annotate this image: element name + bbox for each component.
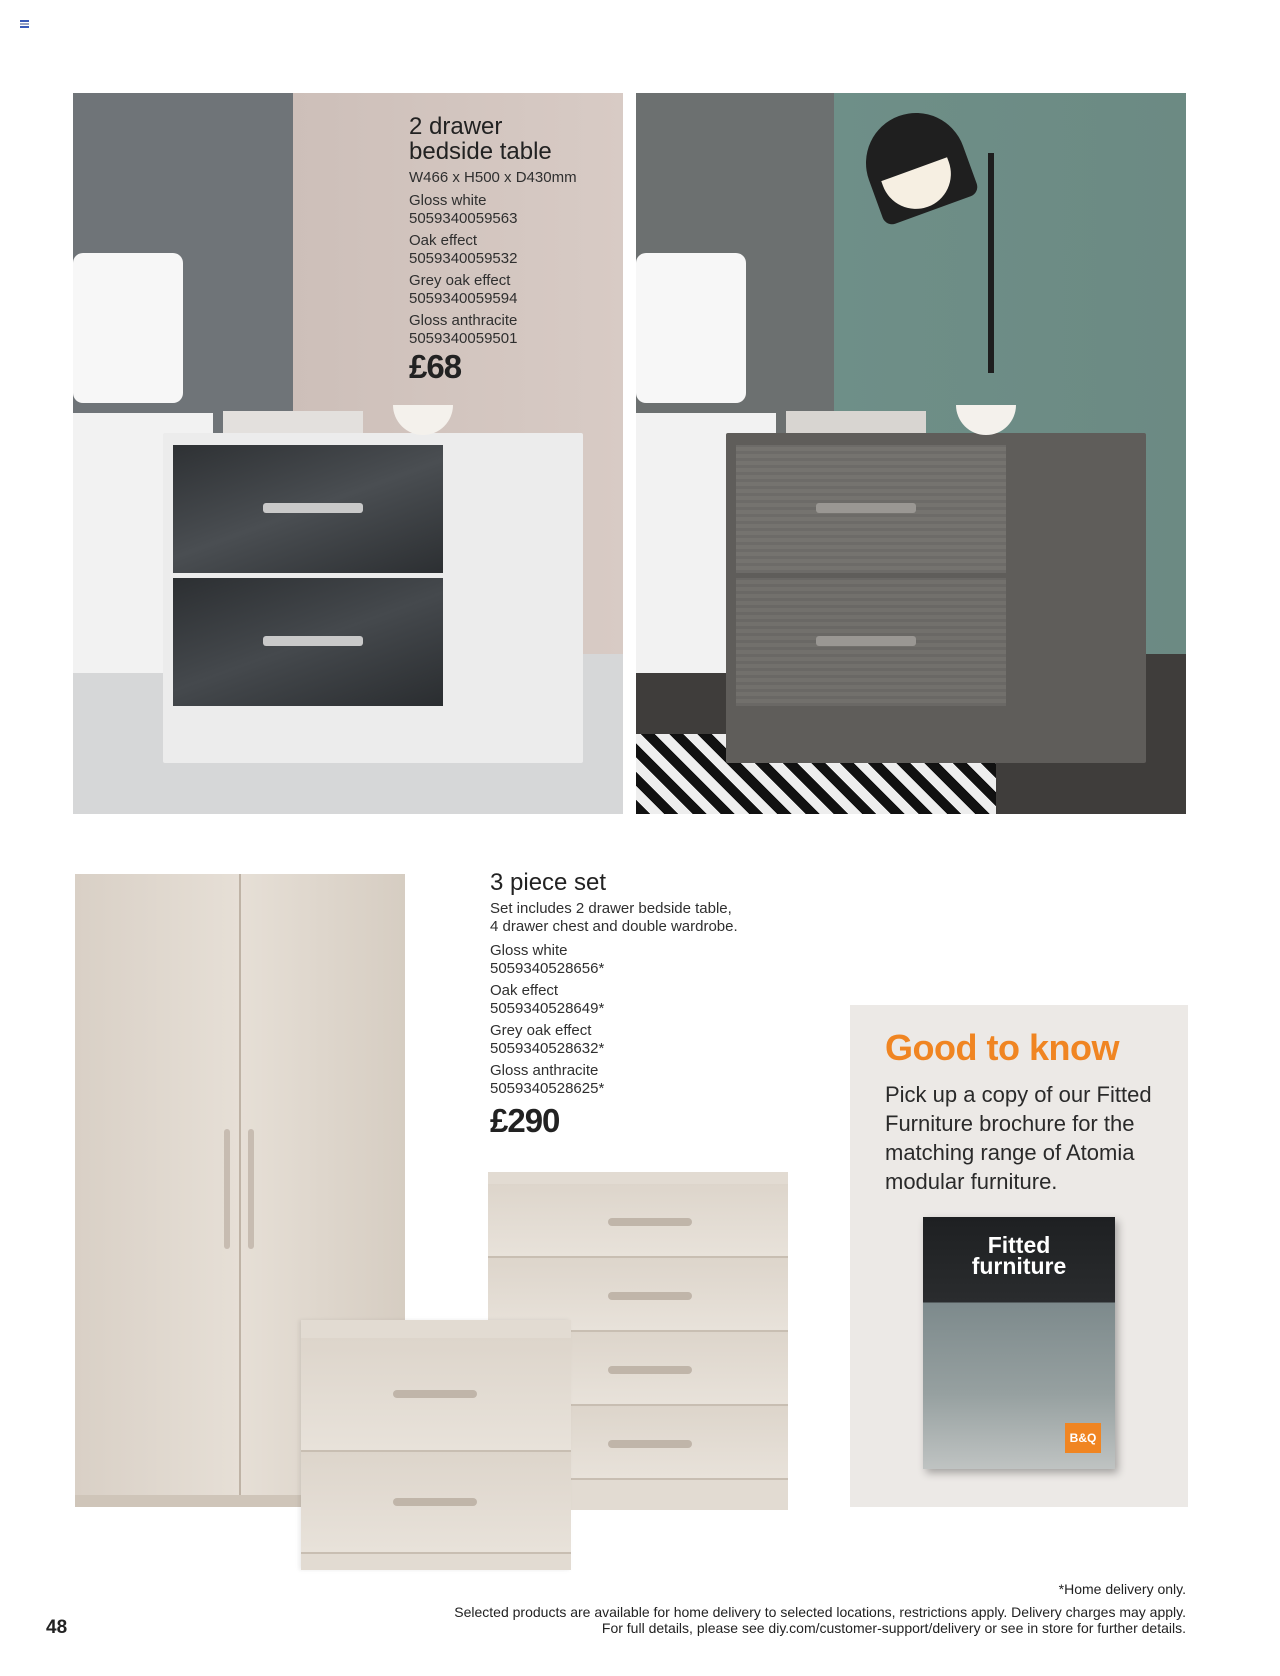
variant-code: 5059340059532 xyxy=(409,250,518,267)
drawer-handle xyxy=(608,1218,692,1226)
variant-name: Oak effect xyxy=(409,232,478,249)
variant-name: Gloss anthracite xyxy=(409,312,518,329)
set-title: 3 piece set xyxy=(490,869,607,896)
delivery-info-line2: For full details, please see diy.com/customer-support/delivery or see in store for further details. xyxy=(601,1620,1186,1636)
variant-name: Oak effect xyxy=(490,982,559,999)
good-to-know-body: Pick up a copy of our Fitted Furniture brochure for the matching range of Atomia modular furniture. xyxy=(885,1082,1152,1194)
set-variant xyxy=(490,1022,604,1058)
wardrobe-handle xyxy=(224,1129,230,1249)
drawer-bottom xyxy=(173,578,443,706)
fitted-furniture-brochure xyxy=(923,1217,1115,1469)
set-description xyxy=(490,900,738,936)
set-desc-line1: Set includes 2 drawer bedside table, xyxy=(490,900,732,917)
drawer-top xyxy=(173,445,443,573)
bedside-variant-list xyxy=(409,192,517,348)
bedside-drawer xyxy=(301,1452,571,1554)
lamp-cable xyxy=(988,153,994,373)
drawer-handle xyxy=(608,1366,692,1374)
page-corner-mark xyxy=(20,20,29,28)
coffee-cup xyxy=(956,405,1016,435)
set-variant xyxy=(490,1062,604,1098)
pillow xyxy=(636,253,746,403)
bedside-variant xyxy=(409,272,517,308)
bedside-drawer xyxy=(301,1338,571,1452)
good-to-know-box xyxy=(850,1005,1188,1507)
bq-logo: B&Q xyxy=(1065,1423,1101,1453)
set-bedside-table-image xyxy=(301,1320,571,1570)
drawer-handle xyxy=(263,503,363,513)
variant-code: 5059340528656* xyxy=(490,960,605,977)
set-price: £290 xyxy=(490,1102,560,1139)
drawer-bottom xyxy=(736,578,1006,706)
bedside-dimensions: W466 x H500 x D430mm xyxy=(409,169,577,186)
set-variant-list xyxy=(490,942,604,1098)
brochure-title-line2: furniture xyxy=(971,1253,1067,1279)
drawer-handle xyxy=(393,1390,477,1398)
variant-name: Gloss white xyxy=(490,942,568,959)
drawer-handle xyxy=(608,1440,692,1448)
variant-name: Grey oak effect xyxy=(490,1022,592,1039)
set-desc-line2: 4 drawer chest and double wardrobe. xyxy=(490,918,738,935)
drawer-top xyxy=(736,445,1006,573)
bedside-variant xyxy=(409,312,517,348)
bedside-price: £68 xyxy=(409,348,462,385)
drawer-handle xyxy=(393,1498,477,1506)
brochure-title xyxy=(923,1232,1115,1279)
variant-name: Grey oak effect xyxy=(409,272,511,289)
delivery-info-line1: Selected products are available for home delivery to selected locations, restrictions apply. Delivery charges may apply. xyxy=(454,1604,1186,1620)
variant-code: 5059340528632* xyxy=(490,1040,605,1057)
variant-code: 5059340528649* xyxy=(490,1000,605,1017)
variant-name: Gloss anthracite xyxy=(490,1062,599,1079)
set-variant xyxy=(490,942,604,978)
bedside-table-anthracite-photo xyxy=(73,93,623,814)
drawer-handle xyxy=(263,636,363,646)
book xyxy=(786,411,926,433)
wardrobe-handle xyxy=(248,1129,254,1249)
bedside-table-grey-oak-photo xyxy=(636,93,1186,814)
chest-drawer xyxy=(488,1184,788,1258)
drawer-handle xyxy=(608,1292,692,1300)
variant-name: Gloss white xyxy=(409,192,487,209)
page-number: 48 xyxy=(46,1617,68,1638)
bedside-title-line2: bedside table xyxy=(409,138,552,165)
bedside-variant xyxy=(409,232,517,268)
book xyxy=(223,411,363,433)
variant-code: 5059340059563 xyxy=(409,210,518,227)
variant-code: 5059340528625* xyxy=(490,1080,605,1097)
bedside-title-line1: 2 drawer xyxy=(409,113,503,140)
nightstand-white xyxy=(163,433,583,763)
variant-code: 5059340059594 xyxy=(409,290,518,307)
pillow xyxy=(73,253,183,403)
good-to-know-title: Good to know xyxy=(885,1027,1119,1068)
wardrobe-door-split xyxy=(239,874,241,1507)
home-delivery-note: *Home delivery only. xyxy=(1058,1581,1186,1597)
brochure-title-line1: Fitted xyxy=(987,1232,1051,1258)
drawer-handle xyxy=(816,636,916,646)
nightstand-grey-oak xyxy=(726,433,1146,763)
set-variant xyxy=(490,982,604,1018)
bedside-title xyxy=(409,114,552,164)
variant-code: 5059340059501 xyxy=(409,330,518,347)
drawer-handle xyxy=(816,503,916,513)
bedside-variant xyxy=(409,192,517,228)
coffee-cup xyxy=(393,405,453,435)
